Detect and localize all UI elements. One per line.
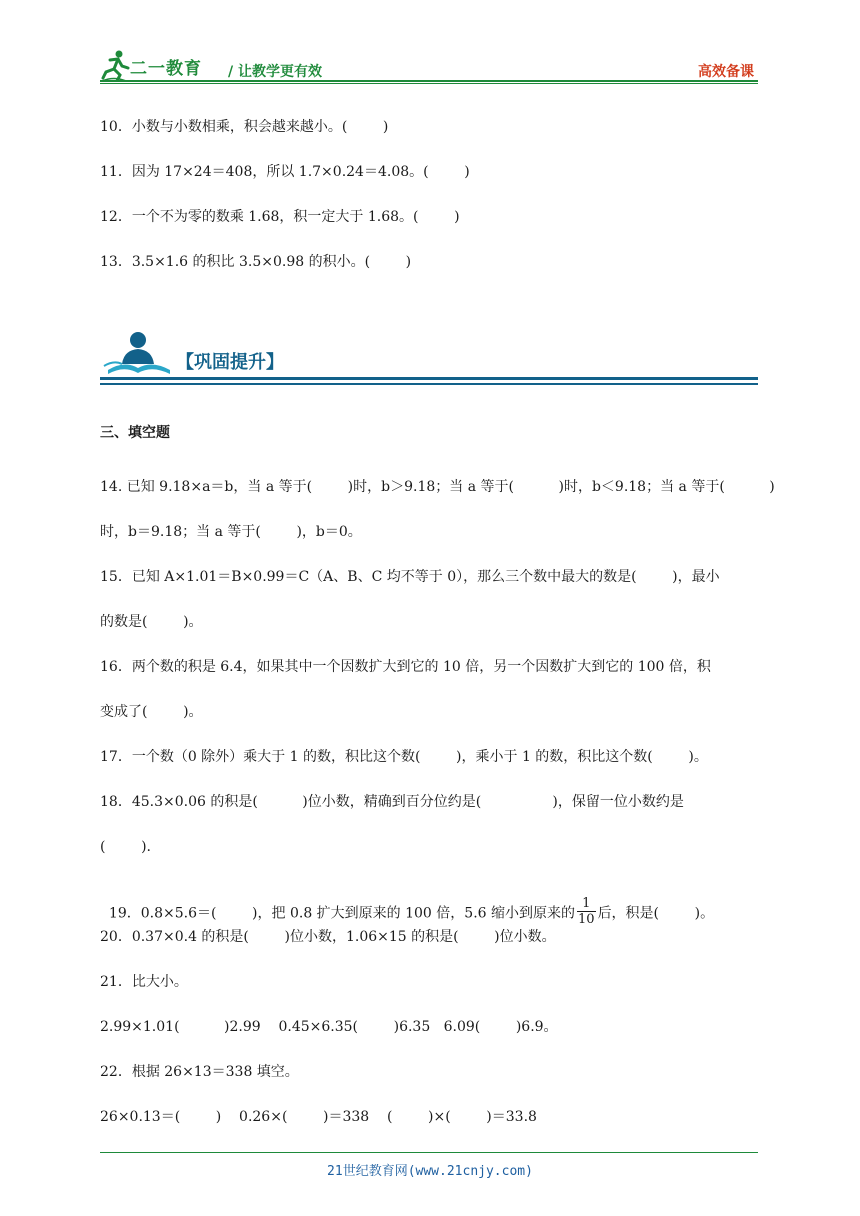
banner-divider [100, 377, 758, 380]
question-19-after: 后，积是( )。 [597, 905, 715, 922]
reader-icon [100, 330, 176, 380]
question-21-items: 2.99×1.01( )2.99 0.45×6.35( )6.35 6.09( )6.9。 [100, 1019, 558, 1035]
question-22-items: 26×0.13＝( ) 0.26×( )＝338 ( )×( )＝33.8 [100, 1109, 537, 1125]
question-14-line1: 14. 已知 9.18×a＝b，当 a 等于( )时，b＞9.18；当 a 等于( )时，b＜9.18；当 a 等于( ) [100, 479, 775, 495]
section-subheading: 三、填空题 [100, 425, 170, 441]
section-banner [100, 330, 758, 390]
header-divider-thin [100, 83, 758, 84]
fraction [577, 896, 596, 927]
question-14-line2: 时，b＝9.18；当 a 等于( )，b＝0。 [100, 524, 362, 540]
question-18-line2: ( ). [100, 839, 151, 855]
question-16-line2: 变成了( )。 [100, 704, 203, 720]
header-divider [100, 80, 758, 82]
question-11: 11．因为 17×24＝408，所以 1.7×0.24＝4.08。( ) [100, 164, 470, 180]
logo [100, 48, 220, 82]
section-title: 【巩固提升】 [176, 352, 284, 373]
question-22: 22．根据 26×13＝338 填空。 [100, 1064, 299, 1080]
question-15-line2: 的数是( )。 [100, 614, 203, 630]
question-17: 17．一个数（0 除外）乘大于 1 的数，积比这个数( )，乘小于 1 的数，积比这个数( )。 [100, 749, 708, 765]
question-10: 10．小数与小数相乘，积会越来越小。( ) [100, 119, 389, 135]
logo-text: 二一教育 [130, 59, 202, 79]
header-brand: 高效备课 [698, 64, 754, 80]
question-21: 21．比大小。 [100, 974, 188, 990]
runner-icon [100, 48, 130, 82]
question-18-line1: 18．45.3×0.06 的积是( )位小数，精确到百分位约是( )，保留一位小数约是 [100, 794, 684, 810]
question-19-before: 19．0.8×5.6＝( )，把 0.8 扩大到原来的 100 倍，5.6 缩小到原来的 [108, 905, 576, 922]
footer-divider [100, 1152, 758, 1153]
banner-divider-thin [100, 383, 758, 385]
footer-source[interactable]: 21世纪教育网(www.21cnjy.com) [327, 1164, 533, 1179]
question-13: 13．3.5×1.6 的积比 3.5×0.98 的积小。( ) [100, 254, 412, 270]
question-15-line1: 15．已知 A×1.01＝B×0.99＝C（A、B、C 均不等于 0），那么三个数中最大的数是( )，最小 [100, 569, 720, 585]
question-19 [100, 878, 714, 929]
question-20: 20．0.37×0.4 的积是( )位小数，1.06×15 的积是( )位小数。 [100, 929, 556, 945]
question-12: 12．一个不为零的数乘 1.68，积一定大于 1.68。( ) [100, 209, 460, 225]
fraction-numerator: 1 [577, 896, 596, 912]
question-16-line1: 16．两个数的积是 6.4，如果其中一个因数扩大到它的 10 倍，另一个因数扩大到它的 100 倍，积 [100, 659, 711, 675]
page-header [100, 48, 758, 84]
fraction-denominator: 10 [578, 912, 595, 927]
header-slogan: / 让教学更有效 [228, 64, 322, 80]
